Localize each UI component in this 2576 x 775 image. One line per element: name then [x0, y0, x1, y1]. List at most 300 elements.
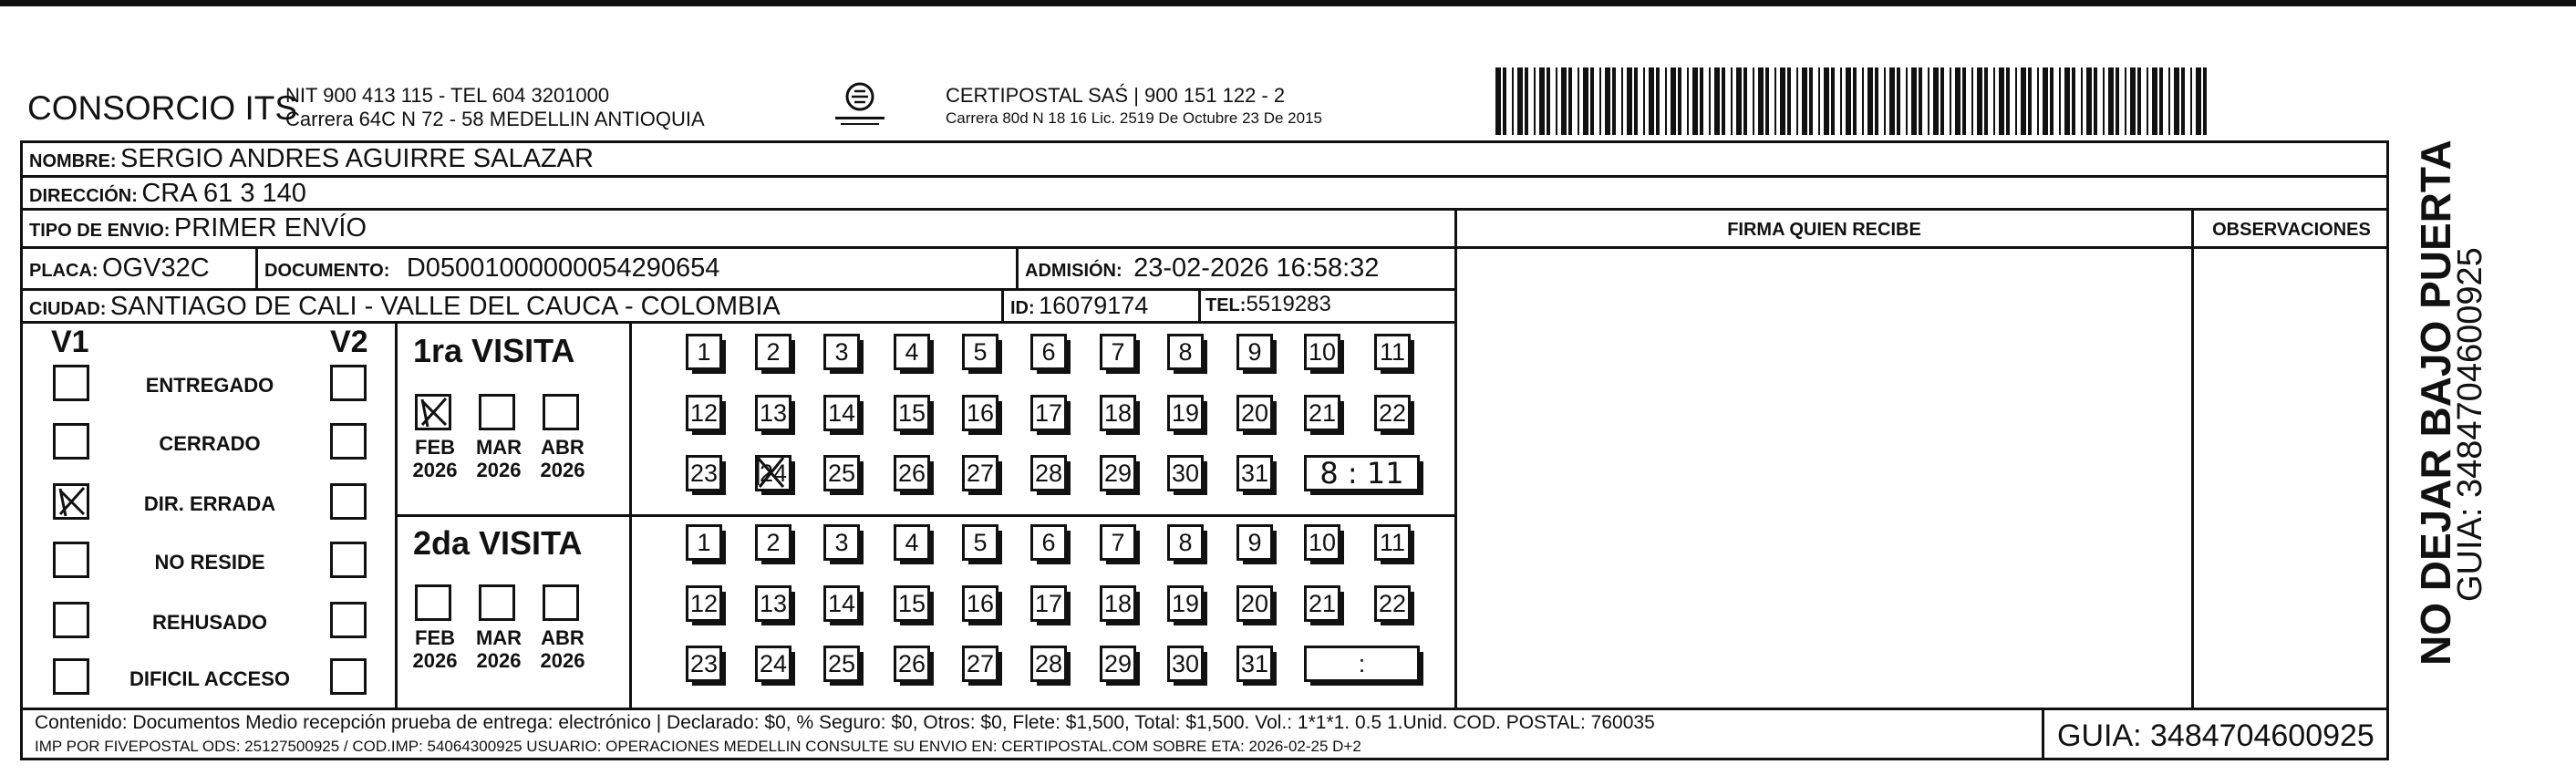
barcode-bar [1722, 67, 1725, 135]
ciudad-value: SANTIAGO DE CALI - VALLE DEL CAUCA - COLOMBIA [109, 292, 781, 321]
barcode-bar [1634, 67, 1638, 135]
barcode-bar [1590, 67, 1594, 135]
barcode-bar [1758, 67, 1764, 135]
day-number: 29 [1103, 459, 1133, 487]
barcode-bar [2064, 67, 2070, 135]
first-time-value: 8 : 11 [1319, 456, 1404, 491]
day-number: 11 [1379, 337, 1406, 366]
second-day-4[interactable] [894, 524, 930, 561]
second-day-27[interactable] [962, 646, 998, 682]
second-day-25[interactable] [823, 646, 860, 682]
day-number: 10 [1308, 528, 1337, 556]
first-time-box[interactable] [1304, 455, 1420, 491]
barcode-bar [2168, 67, 2170, 135]
v2-checkbox-entregado[interactable] [330, 365, 367, 401]
barcode-bar [1656, 67, 1660, 135]
barcode-bar [1649, 67, 1654, 135]
first-day-14[interactable] [823, 395, 860, 431]
day-number: 23 [689, 649, 719, 677]
handwritten-cross [752, 454, 789, 497]
barcode-bar [2108, 67, 2114, 135]
second-day-29[interactable] [1100, 646, 1136, 682]
v1-checkbox-dificil-acceso[interactable] [53, 658, 89, 695]
barcode-bar [1875, 67, 1878, 135]
day-number: 6 [1041, 337, 1056, 366]
day-number: 8 [1178, 528, 1193, 556]
first-day-16[interactable] [962, 395, 998, 431]
first-day-23[interactable] [686, 455, 722, 491]
v1-checkbox-entregado[interactable] [53, 365, 89, 401]
barcode-bar [1495, 67, 1501, 135]
second-month-checkbox-feb[interactable] [415, 584, 451, 621]
barcode-bar [1919, 67, 1922, 135]
second-day-31[interactable] [1236, 646, 1273, 682]
barcode-bar [1700, 67, 1703, 135]
first-day-3[interactable] [823, 334, 860, 370]
v1-checkbox-no-reside[interactable] [53, 542, 89, 578]
first-day-26[interactable] [894, 455, 930, 491]
second-day-12[interactable] [686, 585, 722, 622]
status-option-label: NO RESIDE [154, 551, 265, 574]
admision-label: ADMISIÓN: [1025, 261, 1122, 281]
first-day-18[interactable] [1100, 395, 1136, 431]
day-number: 4 [905, 337, 919, 366]
day-number: 15 [897, 398, 926, 427]
barcode-bar [1643, 67, 1645, 135]
barcode-bar [2125, 67, 2126, 135]
barcode-bar [1999, 67, 2004, 135]
first-day-4[interactable] [894, 334, 930, 370]
ciudad-label: CIUDAD: [29, 299, 107, 319]
col-divider-tel [1198, 291, 1201, 322]
status-option-label: CERRADO [159, 432, 261, 455]
barcode [1495, 67, 2216, 135]
barcode-bar [2094, 67, 2097, 135]
first-day-2[interactable] [755, 334, 791, 370]
day-number: 12 [689, 589, 719, 617]
company-name: CONSORCIO ITS [27, 89, 298, 127]
day-number: 22 [1378, 398, 1407, 427]
second-day-6[interactable] [1030, 524, 1067, 561]
first-day-15[interactable] [894, 395, 930, 431]
barcode-bar [1568, 67, 1572, 135]
first-month-checkbox-mar[interactable] [479, 394, 515, 430]
day-number: 5 [973, 528, 988, 556]
second-day-23[interactable] [686, 646, 722, 682]
day-number: 21 [1308, 589, 1337, 617]
tipo-value: PRIMER ENVÍO [173, 213, 367, 243]
v1-label: V1 [51, 325, 89, 359]
second-day-17[interactable] [1030, 585, 1067, 622]
footer-line1: Contenido: Documentos Medio recepción prueba de entrega: electrónico | Declarado: $0, % Seguro: $0, Otros: $0, Flete: $1,500, Total: $1,500. Vol.: 1*1*1. 0.5 1.Unid. COD. POSTAL: 760035 [35, 712, 1655, 733]
second-day-5[interactable] [962, 524, 998, 561]
barcode-bar [2015, 67, 2017, 135]
day-number: 12 [689, 398, 719, 427]
day-number: 27 [966, 459, 995, 487]
barcode-bar [1862, 67, 1864, 135]
day-number: 19 [1171, 398, 1200, 427]
day-number: 26 [897, 649, 926, 677]
barcode-bar [1503, 67, 1506, 135]
barcode-bar [1578, 67, 1579, 135]
second-day-16[interactable] [962, 585, 998, 622]
footer-guia: GUIA: 3484704600925 [2057, 718, 2374, 753]
barcode-bar [2050, 67, 2054, 135]
barcode-bar [1906, 67, 1908, 135]
day-number: 16 [966, 398, 995, 427]
barcode-bar [1605, 67, 1610, 135]
first-year-label: 2026 [540, 459, 585, 481]
barcode-bar [1678, 67, 1681, 135]
second-day-15[interactable] [894, 585, 930, 622]
v1-checkbox-dir-errada[interactable] [53, 483, 89, 520]
barcode-bar [1809, 67, 1813, 135]
day-number: 28 [1034, 459, 1063, 487]
day-number: 24 [759, 649, 788, 677]
barcode-bar [1525, 67, 1528, 135]
direccion-value: CRA 61 3 140 [141, 179, 306, 208]
first-day-6[interactable] [1030, 334, 1067, 370]
first-month-label: MAR [475, 436, 522, 459]
second-day-21[interactable] [1304, 585, 1340, 622]
day-number: 21 [1308, 398, 1337, 427]
barcode-bar [1665, 67, 1667, 135]
barcode-bar [1599, 67, 1601, 135]
barcode-bar [1928, 67, 1929, 135]
second-year-label: 2026 [412, 649, 458, 672]
day-number: 30 [1171, 459, 1200, 487]
col-divider-firma [1454, 211, 1457, 708]
documento-value: D05001000000054290654 [406, 253, 720, 283]
barcode-bar [2103, 67, 2105, 135]
tel-value: 5519283 [1246, 292, 1331, 316]
day-number: 23 [689, 459, 719, 487]
second-day-8[interactable] [1167, 524, 1204, 561]
status-option-label: ENTREGADO [145, 374, 274, 397]
day-number: 26 [897, 459, 926, 487]
barcode-bar [1846, 67, 1851, 135]
second-day-7[interactable] [1100, 524, 1136, 561]
status-option-label: DIR. ERRADA [143, 492, 276, 515]
v2-label: V2 [330, 325, 368, 359]
second-day-9[interactable] [1236, 524, 1273, 561]
second-day-28[interactable] [1030, 646, 1067, 682]
first-day-30[interactable] [1167, 455, 1204, 491]
barcode-bar [1517, 67, 1523, 135]
side-title: NO DEJAR BAJO PUERTA [2412, 140, 2459, 666]
barcode-bar [1911, 67, 1917, 135]
first-day-28[interactable] [1030, 455, 1067, 491]
barcode-bar [1692, 67, 1698, 135]
visit-divider [395, 514, 1454, 517]
documento-row [264, 253, 719, 284]
second-day-10[interactable] [1304, 524, 1340, 561]
day-number: 2 [766, 337, 781, 366]
first-year-label: 2026 [476, 459, 522, 481]
barcode-bar [1950, 67, 1951, 135]
first-day-29[interactable] [1100, 455, 1136, 491]
second-year-label: 2026 [540, 649, 585, 672]
day-number: 22 [1378, 589, 1407, 617]
barcode-bar [1840, 67, 1842, 135]
first-day-25[interactable] [823, 455, 860, 491]
row-divider [20, 288, 1454, 291]
company-address: Carrera 64C N 72 - 58 MEDELLIN ANTIOQUIA [285, 108, 705, 130]
first-day-24[interactable] [755, 455, 791, 491]
first-day-5[interactable] [962, 334, 998, 370]
day-number: 9 [1247, 337, 1262, 366]
barcode-bar [2116, 67, 2119, 135]
day-number: 27 [966, 649, 995, 677]
barcode-bar [1753, 67, 1754, 135]
v2-checkbox-dir-errada[interactable] [330, 483, 367, 520]
barcode-bar [2147, 67, 2148, 135]
operator-line1: CERTIPOSTAL SAŚ | 900 151 122 - 2 [946, 84, 1286, 107]
second-time-value: : [1358, 649, 1366, 677]
day-number: 18 [1103, 589, 1133, 617]
guia-box-divider [2042, 710, 2044, 760]
col-divider-obs [2191, 211, 2194, 708]
second-visit-title: 2da VISITA [413, 524, 583, 562]
barcode-bar [2137, 67, 2141, 135]
day-number: 18 [1103, 398, 1133, 427]
observaciones-header: OBSERVACIONES [2212, 220, 2371, 240]
day-number: 6 [1041, 528, 1056, 556]
first-day-7[interactable] [1100, 334, 1136, 370]
second-day-20[interactable] [1236, 585, 1273, 622]
day-number: 1 [697, 528, 711, 556]
first-day-12[interactable] [686, 395, 722, 431]
barcode-bar [2021, 67, 2026, 135]
first-day-31[interactable] [1236, 455, 1273, 491]
barcode-bar [2043, 67, 2048, 135]
day-number: 8 [1178, 337, 1193, 366]
barcode-bar [1736, 67, 1742, 135]
barcode-bar [1731, 67, 1733, 135]
second-month-checkbox-mar[interactable] [479, 584, 515, 621]
day-number: 3 [834, 337, 849, 366]
barcode-bar [2130, 67, 2136, 135]
direccion-row [29, 179, 306, 209]
day-number [760, 460, 787, 488]
barcode-bar [1955, 67, 1960, 135]
first-month-checkbox-feb[interactable] [415, 394, 451, 430]
barcode-bar [1612, 67, 1616, 135]
first-visit-title: 1ra VISITA [413, 332, 575, 369]
nombre-value: SERGIO ANDRES AGUIRRE SALAZAR [120, 144, 594, 173]
barcode-bar [1867, 67, 1873, 135]
barcode-bar [1743, 67, 1747, 135]
id-label: ID: [1010, 298, 1035, 318]
id-row [1010, 292, 1148, 320]
barcode-bar [1780, 67, 1785, 135]
first-day-1[interactable] [686, 334, 722, 370]
first-day-22[interactable] [1374, 395, 1411, 431]
placa-row [29, 253, 210, 284]
barcode-bar [1831, 67, 1835, 135]
second-month-label: FEB [415, 626, 455, 649]
day-number: 14 [827, 398, 856, 427]
day-number: 2 [766, 528, 781, 556]
first-day-17[interactable] [1030, 395, 1067, 431]
day-number: 9 [1247, 528, 1262, 556]
barcode-bar [1897, 67, 1900, 135]
barcode-bar [1802, 67, 1807, 135]
day-number: 25 [827, 649, 856, 677]
barcode-bar [1971, 67, 1973, 135]
day-number: 20 [1240, 589, 1269, 617]
nombre-label: NOMBRE: [29, 151, 117, 171]
second-day-11[interactable] [1374, 524, 1411, 561]
nombre-row [29, 144, 594, 174]
day-number: 30 [1171, 649, 1200, 677]
v1-checkbox-cerrado[interactable] [53, 423, 89, 460]
barcode-bar [1818, 67, 1820, 135]
barcode-bar [2196, 67, 2201, 135]
barcode-bar [1824, 67, 1829, 135]
barcode-bar [2152, 67, 2157, 135]
barcode-bar [2203, 67, 2207, 135]
second-day-2[interactable] [755, 524, 791, 561]
day-number: 7 [1111, 528, 1125, 556]
day-number: 7 [1111, 337, 1125, 366]
day-number: 10 [1308, 337, 1337, 366]
barcode-bar [1796, 67, 1798, 135]
second-month-label: MAR [475, 626, 522, 649]
barcode-bar [1940, 67, 1944, 135]
second-day-30[interactable] [1167, 646, 1204, 682]
second-day-3[interactable] [823, 524, 860, 561]
second-day-19[interactable] [1167, 585, 1204, 622]
first-day-8[interactable] [1167, 334, 1204, 370]
barcode-bar [2174, 67, 2179, 135]
admision-row [1025, 253, 1379, 284]
direccion-label: DIRECCIÓN: [29, 186, 138, 206]
barcode-bar [1539, 67, 1545, 135]
first-day-10[interactable] [1304, 334, 1340, 370]
barcode-bar [1787, 67, 1791, 135]
col-divider-id [1001, 291, 1004, 322]
day-number: 11 [1379, 528, 1406, 556]
second-day-26[interactable] [894, 646, 930, 682]
second-day-18[interactable] [1100, 585, 1136, 622]
barcode-bar [2059, 67, 2061, 135]
second-month-checkbox-abr[interactable] [543, 584, 579, 621]
v2-checkbox-rehusado[interactable] [330, 602, 367, 638]
barcode-bar [1853, 67, 1857, 135]
barcode-bar [2006, 67, 2010, 135]
v2-checkbox-dificil-acceso[interactable] [330, 658, 367, 695]
day-number: 3 [834, 528, 849, 556]
day-number: 4 [905, 528, 919, 556]
barcode-bar [1765, 67, 1769, 135]
barcode-bar [1993, 67, 1995, 135]
barcode-bar [1583, 67, 1588, 135]
day-number: 29 [1103, 649, 1133, 677]
barcode-bar [1962, 67, 1966, 135]
v2-checkbox-no-reside[interactable] [330, 542, 367, 578]
first-day-27[interactable] [962, 455, 998, 491]
second-day-24[interactable] [755, 646, 791, 682]
barcode-bar [1984, 67, 1988, 135]
first-day-20[interactable] [1236, 395, 1273, 431]
second-day-22[interactable] [1374, 585, 1411, 622]
company-nit: NIT 900 413 115 - TEL 604 3201000 [285, 84, 610, 107]
tel-label: TEL: [1205, 295, 1247, 315]
day-number: 16 [966, 589, 995, 617]
barcode-bar [1933, 67, 1939, 135]
day-number: 31 [1240, 459, 1269, 487]
top-edge [0, 0, 2576, 6]
day-number: 19 [1171, 589, 1200, 617]
barcode-bar [1561, 67, 1567, 135]
v2-checkbox-cerrado[interactable] [330, 423, 367, 460]
first-day-19[interactable] [1167, 395, 1204, 431]
second-day-1[interactable] [686, 524, 722, 561]
barcode-bar [2190, 67, 2192, 135]
tipo-label: TIPO DE ENVIO: [29, 221, 171, 241]
barcode-bar [2037, 67, 2039, 135]
first-year-label: 2026 [412, 459, 458, 481]
barcode-bar [1714, 67, 1720, 135]
second-time-box[interactable] [1304, 646, 1420, 682]
barcode-bar [1534, 67, 1536, 135]
day-number: 15 [897, 589, 926, 617]
first-day-21[interactable] [1304, 395, 1340, 431]
day-number: 17 [1034, 589, 1063, 617]
barcode-bar [2181, 67, 2185, 135]
id-value: 16079174 [1039, 292, 1149, 319]
placa-value: OGV32C [102, 253, 210, 283]
first-month-checkbox-abr[interactable] [543, 394, 579, 430]
barcode-bar [1556, 67, 1557, 135]
row-divider [20, 208, 2389, 211]
first-day-13[interactable] [755, 395, 791, 431]
day-number: 20 [1240, 398, 1269, 427]
day-number: 5 [973, 337, 988, 366]
v1-checkbox-rehusado[interactable] [53, 602, 89, 638]
first-day-9[interactable] [1236, 334, 1273, 370]
barcode-bar [2159, 67, 2163, 135]
status-option-label: REHUSADO [152, 611, 267, 634]
admision-value: 23-02-2026 16:58:32 [1133, 253, 1380, 283]
row-divider [20, 246, 2389, 249]
barcode-bar [1709, 67, 1711, 135]
barcode-bar [1627, 67, 1632, 135]
day-number: 25 [827, 459, 856, 487]
day-number: 13 [759, 398, 788, 427]
second-month-label: ABR [541, 626, 585, 649]
day-number: 28 [1034, 649, 1063, 677]
barcode-bar [1512, 67, 1514, 135]
col-divider-admision [1016, 249, 1019, 289]
operator-line2: Carrera 80d N 18 16 Lic. 2519 De Octubre 23 De 2015 [946, 109, 1322, 127]
barcode-bar [1547, 67, 1550, 135]
col-divider-placa [255, 249, 258, 289]
second-day-13[interactable] [755, 585, 791, 622]
first-day-11[interactable] [1374, 334, 1411, 370]
ciudad-row [29, 292, 781, 322]
barcode-bar [2072, 67, 2075, 135]
day-number: 13 [759, 589, 788, 617]
first-month-label: FEB [415, 436, 455, 459]
row-divider [20, 708, 2389, 710]
barcode-bar [1977, 67, 1982, 135]
barcode-bar [1621, 67, 1623, 135]
footer-line2: IMP POR FIVEPOSTAL ODS: 25127500925 / COD.IMP: 54064300925 USUARIO: OPERACIONES MEDELLIN CONSULTE SU ENVIO EN: CERTIPOSTAL.COM SOBRE ETA: 2026-02-25 D+2 [35, 738, 1361, 755]
second-day-14[interactable] [823, 585, 860, 622]
day-number: 31 [1240, 649, 1269, 677]
